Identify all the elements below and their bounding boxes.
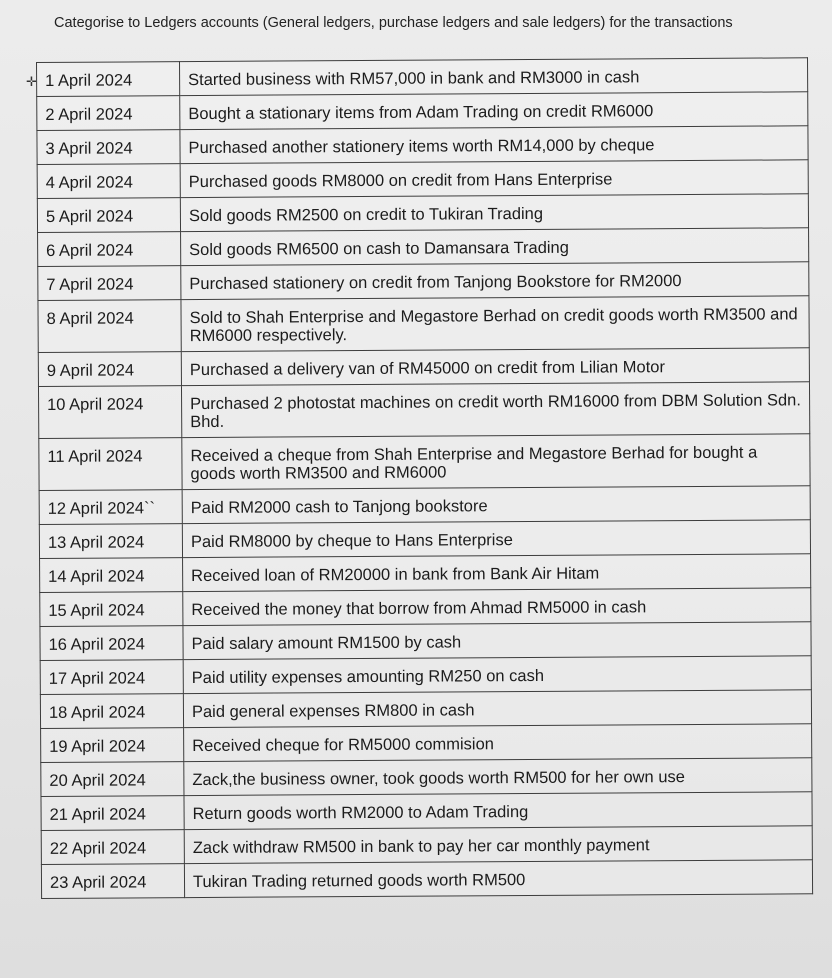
transaction-description: Paid RM8000 by cheque to Hans Enterprise [182,520,810,558]
table-row [40,588,811,627]
transaction-date: 16 April 2024 [40,626,183,661]
transaction-description: Bought a stationary items from Adam Trading on credit RM6000 [180,92,808,130]
transaction-date: 3 April 2024 [37,130,180,165]
transaction-date: 23 April 2024 [41,864,184,899]
transaction-description: Purchased another stationery items worth RM14,000 by cheque [180,126,808,164]
transaction-date: 2 April 2024 [37,96,180,131]
transaction-date: 7 April 2024 [38,266,181,301]
transactions-table-body [37,58,813,899]
transaction-date: 9 April 2024 [38,352,181,387]
transaction-description: Received loan of RM20000 in bank from Bank Air Hitam [183,554,811,592]
table-row [38,382,809,439]
table-row [37,194,808,233]
transaction-description: Tukiran Trading returned goods worth RM500 [184,860,812,898]
transaction-description: Purchased a delivery van of RM45000 on credit from Lilian Motor [181,348,809,386]
transaction-description: Sold to Shah Enterprise and Megastore Berhad on credit goods worth RM3500 and RM6000 respectively. [181,296,809,352]
transaction-date: 13 April 2024 [39,524,182,559]
transaction-date: 8 April 2024 [38,300,181,353]
transaction-description: Zack withdraw RM500 in bank to pay her car monthly payment [184,826,812,864]
table-row [37,126,808,165]
table-row [39,520,810,559]
table-row [38,296,809,353]
table-row [38,228,809,267]
transaction-date: 22 April 2024 [41,830,184,865]
transaction-date: 1 April 2024 [37,62,180,97]
transaction-date: 15 April 2024 [40,592,183,627]
table-row [41,792,812,831]
transaction-date: 5 April 2024 [37,198,180,233]
table-row [38,348,809,387]
transaction-date: 14 April 2024 [40,558,183,593]
transaction-description: Sold goods RM6500 on cash to Damansara Trading [181,228,809,266]
transaction-description: Purchased 2 photostat machines on credit worth RM16000 from DBM Solution Sdn. Bhd. [181,382,809,438]
table-row [37,160,808,199]
transaction-date: 11 April 2024 [39,438,182,491]
document-title: Categorise to Ledgers accounts (General ledgers, purchase ledgers and sale ledgers) for the transactions [54,15,733,31]
table-row [40,554,811,593]
table-row [39,486,810,525]
transaction-date: 21 April 2024 [41,796,184,831]
transaction-description: Sold goods RM2500 on credit to Tukiran Trading [180,194,808,232]
transactions-table [36,57,813,899]
table-row [41,758,812,797]
transaction-description: Paid salary amount RM1500 by cash [183,622,811,660]
table-row [40,690,811,729]
table-move-handle-icon[interactable]: ✛ [26,74,37,89]
table-row [41,724,812,763]
transaction-description: Return goods worth RM2000 to Adam Trading [184,792,812,830]
table-row [41,860,812,899]
transaction-description: Paid general expenses RM800 in cash [183,690,811,728]
transaction-description: Received cheque for RM5000 commision [184,724,812,762]
transaction-description: Started business with RM57,000 in bank and RM3000 in cash [180,58,808,96]
transaction-date: 12 April 2024`` [39,490,182,525]
transaction-date: 19 April 2024 [41,728,184,763]
table-row [37,58,808,97]
transaction-date: 4 April 2024 [37,164,180,199]
table-row [37,92,808,131]
transaction-description: Paid RM2000 cash to Tanjong bookstore [182,486,810,524]
transaction-date: 18 April 2024 [40,694,183,729]
transaction-description: Zack,the business owner, took goods worth RM500 for her own use [184,758,812,796]
table-row [38,262,809,301]
table-row [40,622,811,661]
transaction-date: 20 April 2024 [41,762,184,797]
table-row [41,826,812,865]
transaction-description: Received the money that borrow from Ahmad RM5000 in cash [183,588,811,626]
table-row [40,656,811,695]
transaction-description: Received a cheque from Shah Enterprise and Megastore Berhad for bought a goods worth RM3500 and RM6000 [182,434,810,490]
transaction-date: 17 April 2024 [40,660,183,695]
transaction-date: 10 April 2024 [38,386,181,439]
transaction-description: Purchased goods RM8000 on credit from Hans Enterprise [180,160,808,198]
transaction-description: Paid utility expenses amounting RM250 on cash [183,656,811,694]
transaction-description: Purchased stationery on credit from Tanjong Bookstore for RM2000 [181,262,809,300]
transaction-date: 6 April 2024 [38,232,181,267]
table-row [39,434,810,491]
